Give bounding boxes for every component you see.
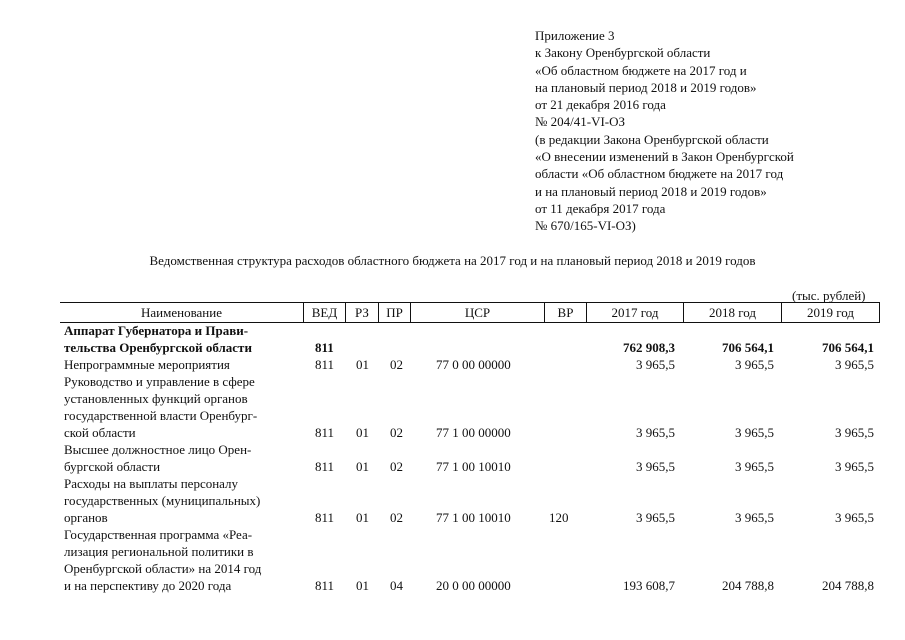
row-ved: 811: [315, 357, 335, 372]
table-body: [0, 322, 905, 594]
appendix-line: № 670/165-VI-ОЗ): [535, 218, 636, 234]
column-header-rz: РЗ: [346, 303, 379, 322]
row-2017: 3 965,5: [636, 510, 675, 525]
row-2018: 204 788,8: [722, 578, 774, 593]
row-2017: 3 965,5: [636, 357, 675, 372]
row-csr: 77 1 00 10010: [436, 510, 511, 525]
row-2018: 706 564,1: [722, 340, 774, 355]
column-header-csr: ЦСР: [411, 303, 545, 322]
row-csr: 77 1 00 10010: [436, 459, 511, 474]
row-2018: 3 965,5: [735, 510, 774, 525]
row-pr: 02: [390, 357, 403, 372]
table-header: [60, 302, 880, 323]
column-header-2017: 2017 год: [587, 303, 684, 322]
row-name: Руководство и управление в сфере установленных функций органов государственной власти Оренбург- ской области: [64, 374, 258, 440]
row-2019: 3 965,5: [835, 459, 874, 474]
appendix-line: «Об областном бюджете на 2017 год и: [535, 62, 747, 78]
row-2018: 3 965,5: [735, 357, 774, 372]
row-name: Расходы на выплаты персоналу государственных (муниципальных) органов: [64, 476, 261, 525]
table-row: [0, 475, 905, 526]
appendix-line: «О внесении изменений в Закон Оренбургской: [535, 149, 794, 165]
row-pr: 02: [390, 459, 403, 474]
row-2017: 193 608,7: [623, 578, 675, 593]
table-row: [0, 322, 905, 356]
row-rz: 01: [356, 578, 369, 593]
row-2019: 706 564,1: [822, 340, 874, 355]
table-row: [0, 441, 905, 475]
row-ved: 811: [315, 425, 335, 440]
appendix-line: № 204/41-VI-ОЗ: [535, 114, 626, 130]
row-rz: 01: [356, 425, 369, 440]
row-2018: 3 965,5: [735, 425, 774, 440]
row-2017: 3 965,5: [636, 425, 675, 440]
column-header-2019: 2019 год: [782, 303, 880, 322]
row-ved: 811: [315, 510, 335, 525]
row-2017: 3 965,5: [636, 459, 675, 474]
row-ved: 811: [315, 459, 335, 474]
column-header-name: Наименование: [60, 303, 304, 322]
row-name: Непрограммные мероприятия: [64, 357, 230, 372]
column-header-ved: ВЕД: [304, 303, 346, 322]
row-name: Государственная программа «Реа- лизация региональной политики в Оренбургской области» на 2014 год и на перспективу до 2020 года: [64, 527, 262, 593]
row-csr: 77 1 00 00000: [436, 425, 511, 440]
document-title: Ведомственная структура расходов областного бюджета на 2017 год и на плановый период 2018 и 2019 годов: [149, 253, 756, 268]
row-2018: 3 965,5: [735, 459, 774, 474]
row-2019: 3 965,5: [835, 357, 874, 372]
row-name: Аппарат Губернатора и Прави- тельства Оренбургской области: [64, 323, 252, 355]
row-2017: 762 908,3: [623, 340, 675, 355]
row-name: Высшее должностное лицо Орен- бургской области: [64, 442, 252, 474]
table-row: [0, 356, 905, 373]
table-row: [0, 526, 905, 594]
appendix-line: от 11 декабря 2017 года: [535, 200, 666, 216]
row-ved: 811: [315, 578, 335, 593]
column-header-2018: 2018 год: [684, 303, 782, 322]
row-rz: 01: [356, 357, 369, 372]
appendix-line: (в редакции Закона Оренбургской области: [535, 131, 769, 147]
row-rz: 01: [356, 459, 369, 474]
appendix-line: и на плановый период 2018 и 2019 годов»: [535, 183, 767, 199]
column-header-vr: ВР: [545, 303, 587, 322]
row-2019: 3 965,5: [835, 510, 874, 525]
row-pr: 04: [390, 578, 403, 593]
row-csr: 20 0 00 00000: [436, 578, 511, 593]
row-pr: 02: [390, 425, 403, 440]
appendix-line: на плановый период 2018 и 2019 годов»: [535, 79, 757, 95]
row-pr: 02: [390, 510, 403, 525]
row-2019: 3 965,5: [835, 425, 874, 440]
appendix-header: [535, 27, 895, 235]
appendix-line: области «Об областном бюджете на 2017 год: [535, 166, 784, 182]
appendix-line: от 21 декабря 2016 года: [535, 97, 666, 113]
row-ved: 811: [315, 340, 334, 355]
column-header-pr: ПР: [379, 303, 411, 322]
row-csr: 77 0 00 00000: [436, 357, 511, 372]
appendix-line: Приложение 3: [535, 28, 615, 43]
row-rz: 01: [356, 510, 369, 525]
row-vr: 120: [549, 510, 569, 525]
row-2019: 204 788,8: [822, 578, 874, 593]
units-label: (тыс. рублей): [792, 288, 866, 303]
table-row: [0, 373, 905, 441]
appendix-line: к Закону Оренбургской области: [535, 45, 711, 61]
